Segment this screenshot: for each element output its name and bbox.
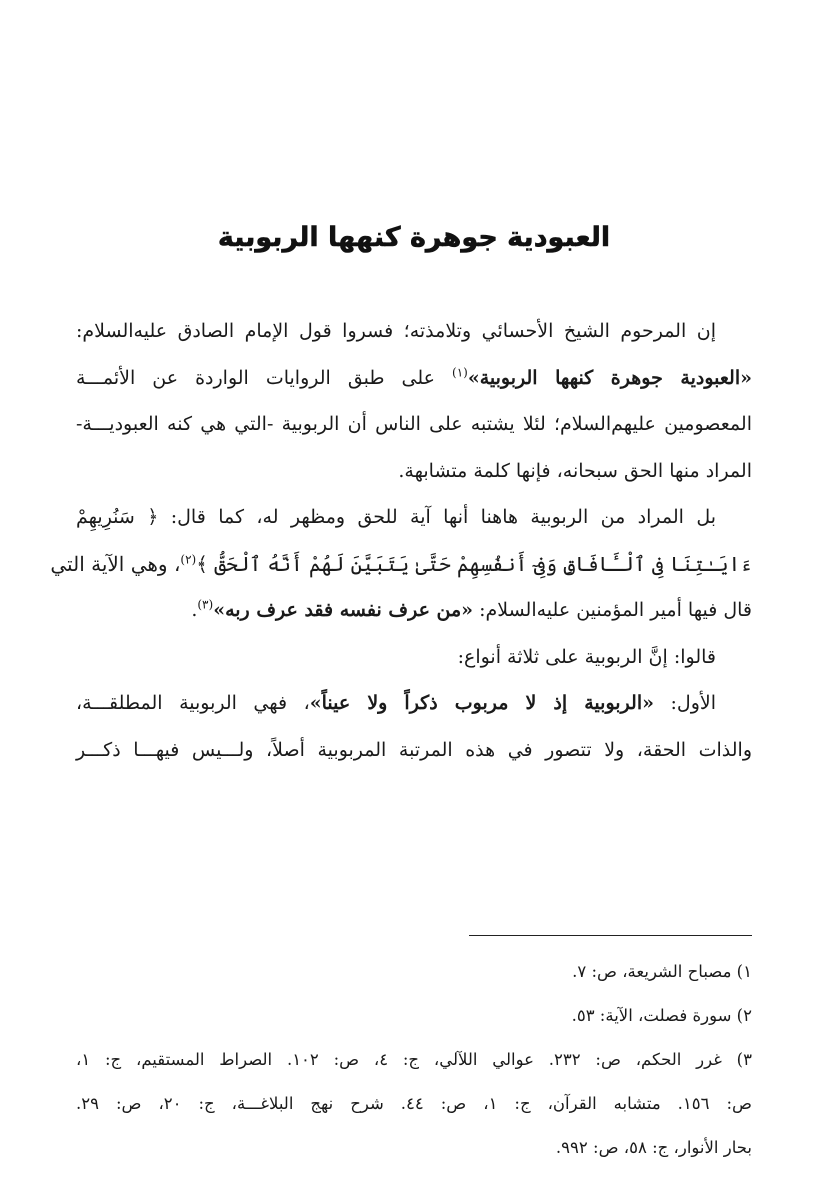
footnote-3-line: ص: ١٥٦. متشابه القرآن، ج: ١، ص: ٤٤. شرح نهج البلاغـــة، ج: ٢٠، ص: ٢٩. (76, 1094, 752, 1113)
footnote-1: ١) مصباح الشريعة، ص: ٧. (572, 962, 752, 981)
paragraph-1 (76, 308, 752, 494)
footnote-3-line: ٣) غرر الحكم، ص: ٢٣٢. عوالي اللآلي، ج: ٤، ص: ١٠٢. الصراط المستقيم، ج: ١، (76, 1050, 752, 1069)
paragraph-4 (76, 680, 752, 773)
hadith-quote: «العبودية جوهرة كنهها الربوبية» (467, 366, 753, 389)
text-line (76, 355, 752, 402)
text-line: والذات الحقة، ولا تتصور في هذه المرتبة المربوبية أصلاً، ولـــيس فيهـــا ذكـــر (76, 738, 752, 761)
footnote-divider (469, 935, 752, 936)
text-span: ، وهي الآية التي (50, 551, 181, 576)
paragraph-2 (50, 494, 752, 634)
paragraph-3 (76, 634, 752, 681)
chapter-title: العبودية جوهرة كنهها الربوبية (217, 222, 611, 253)
text-line (76, 587, 752, 634)
footnote-ref[interactable]: (٣) (197, 597, 214, 612)
footnote-ref[interactable]: (١) (452, 365, 468, 380)
text-line: بل المراد من الربوبية هاهنا أنها آية للحق ومظهر له، كما قال: ﴿ سَنُرِيهِمْ (76, 506, 716, 528)
text-line (76, 680, 752, 727)
main-text (50, 308, 753, 773)
footnote-3-line: بحار الأنوار، ج: ٥٨، ص: ٩٩٢. (555, 1138, 752, 1157)
hadith-quote: «من عرف نفسه فقد عرف ربه» (213, 599, 474, 621)
footnotes (76, 950, 752, 1170)
quran-verse: ءَايَـٰتِنَا فِى ٱلْـَٔافَاقِ وَفِىٓ أَنفُسِهِمْ حَتَّىٰ يَتَبَيَّنَ لَهُمْ أَنَّهُ ٱلْحَقُّ ﴾ (196, 551, 752, 576)
text-line: المعصومين عليهم‌السلام؛ لئلا يشتبه على الناس أن الربوبية -التي هي كنه العبوديـــة- (76, 413, 752, 435)
text-line: إن المرحوم الشيخ الأحسائي وتلامذته؛ فسروا قول الإمام الصادق عليه‌السلام: (76, 320, 716, 342)
text-line (50, 541, 752, 588)
text-span: ، فهي الربوبية المطلقـــة، (76, 692, 310, 714)
text-line: قالوا: إنَّ الربوبية على ثلاثة أنواع: (457, 645, 716, 668)
hadith-quote: «الربوبية إذ لا مربوب ذكراً ولا عيناً» (309, 692, 654, 714)
footnote-ref[interactable]: (٢) (180, 551, 197, 566)
text-line: المراد منها الحق سبحانه، فإنها كلمة متشابهة. (398, 459, 752, 482)
footnote-2: ٢) سورة فصلت، الآية: ٥٣. (571, 1006, 752, 1025)
text-span: الأول: (653, 692, 716, 714)
text-span: على طبق الروايات الواردة عن الأئمـــة (76, 366, 452, 389)
text-span: . (191, 599, 198, 621)
text-span: قال فيها أمير المؤمنين عليه‌السلام: (473, 599, 752, 621)
